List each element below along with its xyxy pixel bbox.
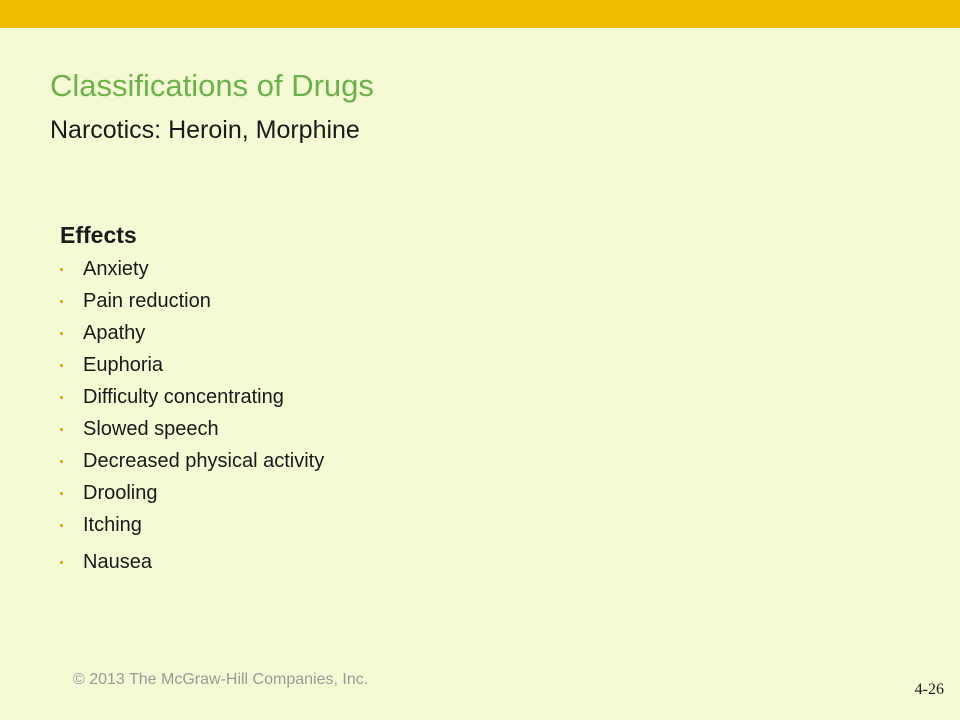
list-item <box>60 546 324 578</box>
bullet-icon <box>60 364 63 367</box>
bullet-icon <box>60 300 63 303</box>
list-item-label: Anxiety <box>83 258 149 280</box>
list-item-label: Decreased physical activity <box>83 450 325 472</box>
copyright-notice: © 2013 The McGraw-Hill Companies, Inc. <box>73 671 369 688</box>
slide-title: Classifications of Drugs <box>50 68 374 103</box>
list-item <box>60 317 324 349</box>
list-item-label: Euphoria <box>83 354 164 376</box>
list-item <box>60 445 324 477</box>
list-item-label: Drooling <box>83 482 158 504</box>
list-item-label: Slowed speech <box>83 418 219 440</box>
list-item <box>60 413 324 445</box>
top-accent-bar <box>0 0 960 28</box>
list-item <box>60 349 324 381</box>
list-item <box>60 477 324 509</box>
bullet-icon <box>60 428 63 431</box>
list-item <box>60 285 324 317</box>
bullet-icon <box>60 396 63 399</box>
bullet-icon <box>60 561 63 564</box>
bullet-icon <box>60 492 63 495</box>
effects-list <box>60 253 324 578</box>
bullet-icon <box>60 524 63 527</box>
bullet-icon <box>60 332 63 335</box>
list-item-label: Itching <box>83 514 142 536</box>
slide-subtitle: Narcotics: Heroin, Morphine <box>50 116 360 144</box>
bullet-icon <box>60 460 63 463</box>
list-item-label: Difficulty concentrating <box>83 386 284 408</box>
list-item <box>60 509 324 541</box>
list-item <box>60 381 324 413</box>
page-number: 4-26 <box>914 681 944 698</box>
list-item-label: Pain reduction <box>83 290 211 312</box>
list-item-label: Apathy <box>83 322 146 344</box>
list-item-label: Nausea <box>83 551 152 573</box>
effects-heading: Effects <box>60 222 137 248</box>
list-item <box>60 253 324 285</box>
bullet-icon <box>60 268 63 271</box>
